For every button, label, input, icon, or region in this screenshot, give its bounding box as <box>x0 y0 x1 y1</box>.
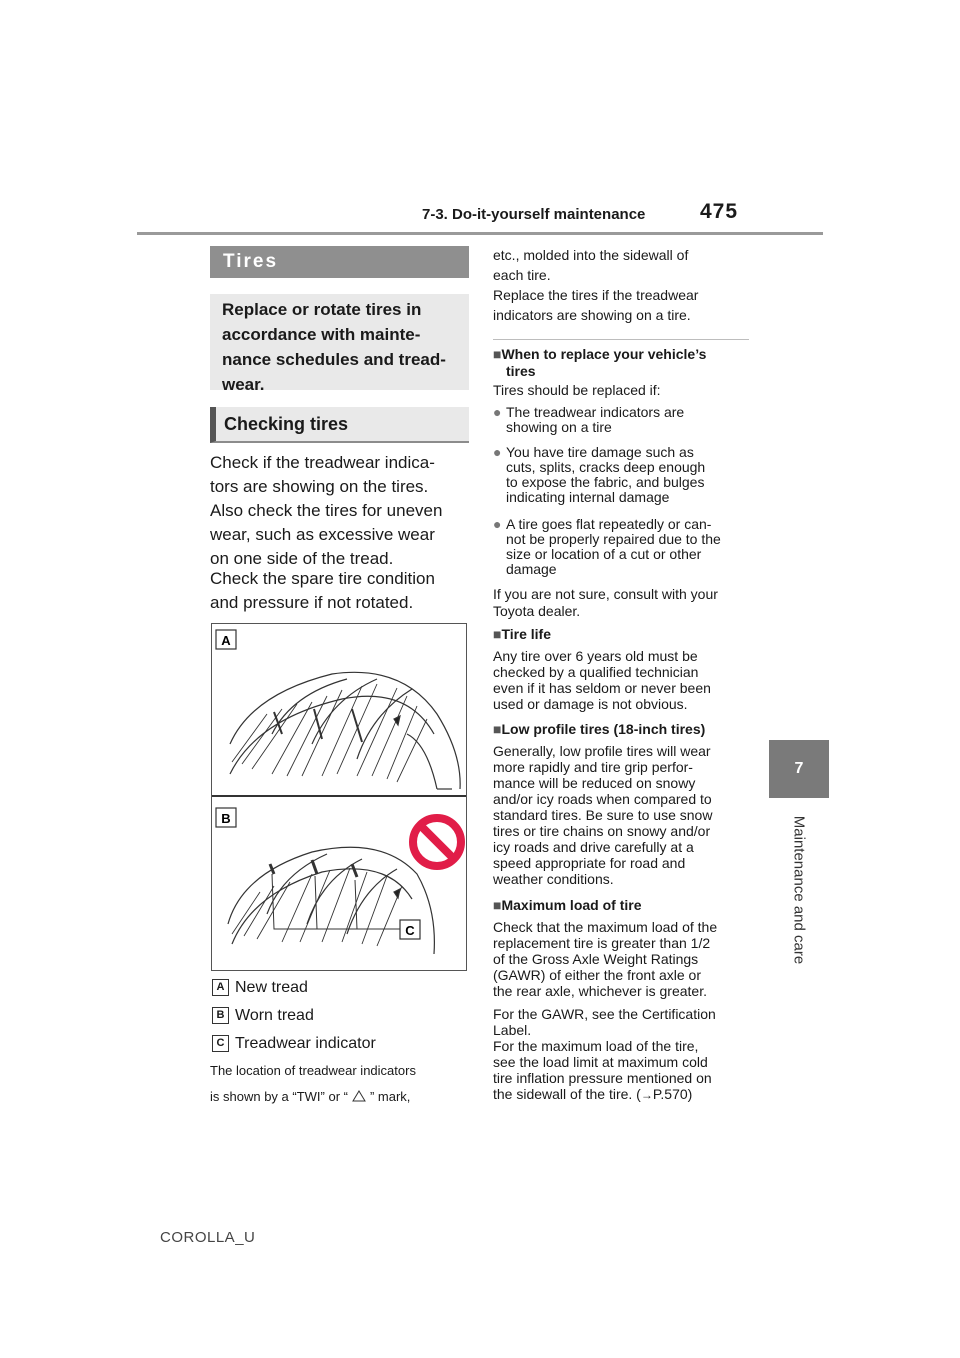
text-line: (GAWR) of either the front axle or <box>493 967 701 983</box>
text-part: the sidewall of the tire. ( <box>493 1086 641 1102</box>
heading-text: When to replace your vehicle’s <box>501 346 707 362</box>
text-line: tires or tire chains on snowy and/or <box>493 823 711 839</box>
text-line <box>210 1084 472 1110</box>
paragraph-continued <box>493 245 753 325</box>
square-marker: ■ <box>493 897 502 913</box>
text-line: Also check the tires for uneven <box>210 501 443 520</box>
text-line: cuts, splits, cracks deep enough <box>506 459 706 475</box>
text-line: tire inflation pressure mentioned on <box>493 1070 712 1086</box>
paragraph-treadwear <box>210 451 472 571</box>
text-line: mance will be reduced on snowy <box>493 775 696 791</box>
chapter-title-tab <box>769 810 829 970</box>
square-marker: ■ <box>493 721 502 737</box>
text-line: replacement tire is greater than 1/2 <box>493 935 711 951</box>
text-line: even if it has seldom or never been <box>493 680 711 696</box>
text-line: A tire goes flat repeatedly or can- <box>506 516 712 532</box>
text-line: of the Gross Axle Weight Ratings <box>493 951 699 967</box>
header-rule <box>137 232 823 235</box>
text-line: each tire. <box>493 267 551 283</box>
text-line: For the GAWR, see the Certification <box>493 1006 716 1022</box>
bullet-item <box>506 405 754 435</box>
text-line <box>493 1086 753 1103</box>
text-line: damage <box>506 561 557 577</box>
section-title: 7-3. Do-it-yourself maintenance <box>422 206 646 223</box>
footer-model: COROLLA_U <box>160 1229 256 1246</box>
figure-label-b: B <box>221 811 231 826</box>
legend-text: Worn tread <box>235 1007 314 1024</box>
replace-outro <box>493 586 753 620</box>
text-line: indicating internal damage <box>506 489 670 505</box>
figure-label-c: C <box>405 923 415 938</box>
heading-text: Low profile tires (18-inch tires) <box>501 721 706 737</box>
bullet-item <box>506 445 754 505</box>
text-line: see the load limit at maximum cold <box>493 1054 708 1070</box>
text-line: to expose the fabric, and bulges <box>506 474 705 490</box>
figure-label-a: A <box>221 633 231 648</box>
square-marker: ■ <box>493 626 502 642</box>
text-line: Toyota dealer. <box>493 603 581 619</box>
text-line: For the maximum load of the tire, <box>493 1038 699 1054</box>
bullet-icon: ● <box>493 516 502 532</box>
text-line: showing on a tire <box>506 419 612 435</box>
legend-item-c <box>212 1035 452 1057</box>
replace-intro: Tires should be replaced if: <box>493 382 661 398</box>
replace-box-text: Replace or rotate tires in accordance with mainte- nance schedules and tread- wear. <box>222 300 446 394</box>
text-line: You have tire damage such as <box>506 444 694 460</box>
page-reference-link[interactable]: P.570) <box>652 1086 693 1102</box>
heading-text: tires <box>506 363 536 379</box>
chapter-title: Maintenance and care <box>790 815 808 965</box>
text-line: Generally, low profile tires will wear <box>493 743 711 759</box>
heading-text: Maximum load of tire <box>501 897 642 913</box>
text-line: Label. <box>493 1022 532 1038</box>
legend-item-b <box>212 1007 452 1029</box>
text-line: If you are not sure, consult with your <box>493 586 718 602</box>
text-line: and/or icy roads when compared to <box>493 791 712 807</box>
legend-key: B <box>212 1007 229 1024</box>
legend-key: A <box>212 979 229 996</box>
paragraph-spare <box>210 567 472 615</box>
note-text-part: is shown by a “TWI” or “ <box>210 1089 348 1104</box>
tire-life-text <box>493 648 753 712</box>
legend-text: Treadwear indicator <box>235 1035 376 1052</box>
text-line: tors are showing on the tires. <box>210 477 429 496</box>
chapter-number: 7 <box>794 760 804 777</box>
text-line: checked by a qualified technician <box>493 664 699 680</box>
treadwear-location-note <box>210 1058 472 1110</box>
text-line: more rapidly and tire grip perfor- <box>493 759 693 775</box>
note-text-part: ” mark, <box>369 1089 411 1104</box>
chapter-tab <box>769 740 829 798</box>
separator-line <box>493 339 749 340</box>
bullet-item <box>506 517 754 577</box>
bullet-icon: ● <box>493 444 502 460</box>
text-line: Replace the tires if the treadwear <box>493 287 699 303</box>
when-replace-heading <box>493 346 753 380</box>
max-load-text-2 <box>493 1006 753 1103</box>
text-line: Check the spare tire condition <box>210 569 435 588</box>
text-line: standard tires. Be sure to use snow <box>493 807 713 823</box>
low-profile-text <box>493 743 753 887</box>
heading-text: Tire life <box>501 626 552 642</box>
text-line: Check if the treadwear indica- <box>210 453 435 472</box>
text-line: etc., molded into the sidewall of <box>493 247 689 263</box>
arrow-icon: → <box>640 1088 653 1102</box>
max-load-text-1 <box>493 919 753 999</box>
text-line: The location of treadwear indicators <box>210 1063 416 1078</box>
text-line: Any tire over 6 years old must be <box>493 648 698 664</box>
new-tread-tire <box>230 672 460 789</box>
text-line: The treadwear indicators are <box>506 404 685 420</box>
checking-tires-heading: Checking tires <box>210 407 469 443</box>
text-line: indicators are showing on a tire. <box>493 307 691 323</box>
triangle-icon <box>352 1090 366 1102</box>
text-line: icy roads and drive carefully at a <box>493 839 694 855</box>
tire-tread-figure <box>211 623 467 971</box>
page-number: 475 <box>700 200 739 223</box>
text-line: on one side of the tread. <box>210 549 394 568</box>
text-line: weather conditions. <box>493 871 614 887</box>
max-load-heading <box>493 897 753 914</box>
low-profile-heading <box>493 721 753 738</box>
text-line: Check that the maximum load of the <box>493 919 718 935</box>
text-line: and pressure if not rotated. <box>210 593 414 612</box>
prohibited-icon <box>413 818 461 866</box>
legend-key: C <box>212 1035 229 1052</box>
text-line: speed appropriate for road and <box>493 855 686 871</box>
text-line: size or location of a cut or other <box>506 546 702 562</box>
text-line: wear, such as excessive wear <box>210 525 435 544</box>
text-line: used or damage is not obvious. <box>493 696 688 712</box>
bullet-icon: ● <box>493 404 502 420</box>
legend-item-a <box>212 979 452 1001</box>
tread-illustration <box>212 624 466 970</box>
text-line: not be properly repaired due to the <box>506 531 721 547</box>
text-line: the rear axle, whichever is greater. <box>493 983 707 999</box>
tire-life-heading <box>493 626 753 643</box>
square-marker: ■ <box>493 346 502 362</box>
replace-box <box>210 294 469 394</box>
tires-heading: Tires <box>210 246 469 278</box>
legend-text: New tread <box>235 979 308 996</box>
